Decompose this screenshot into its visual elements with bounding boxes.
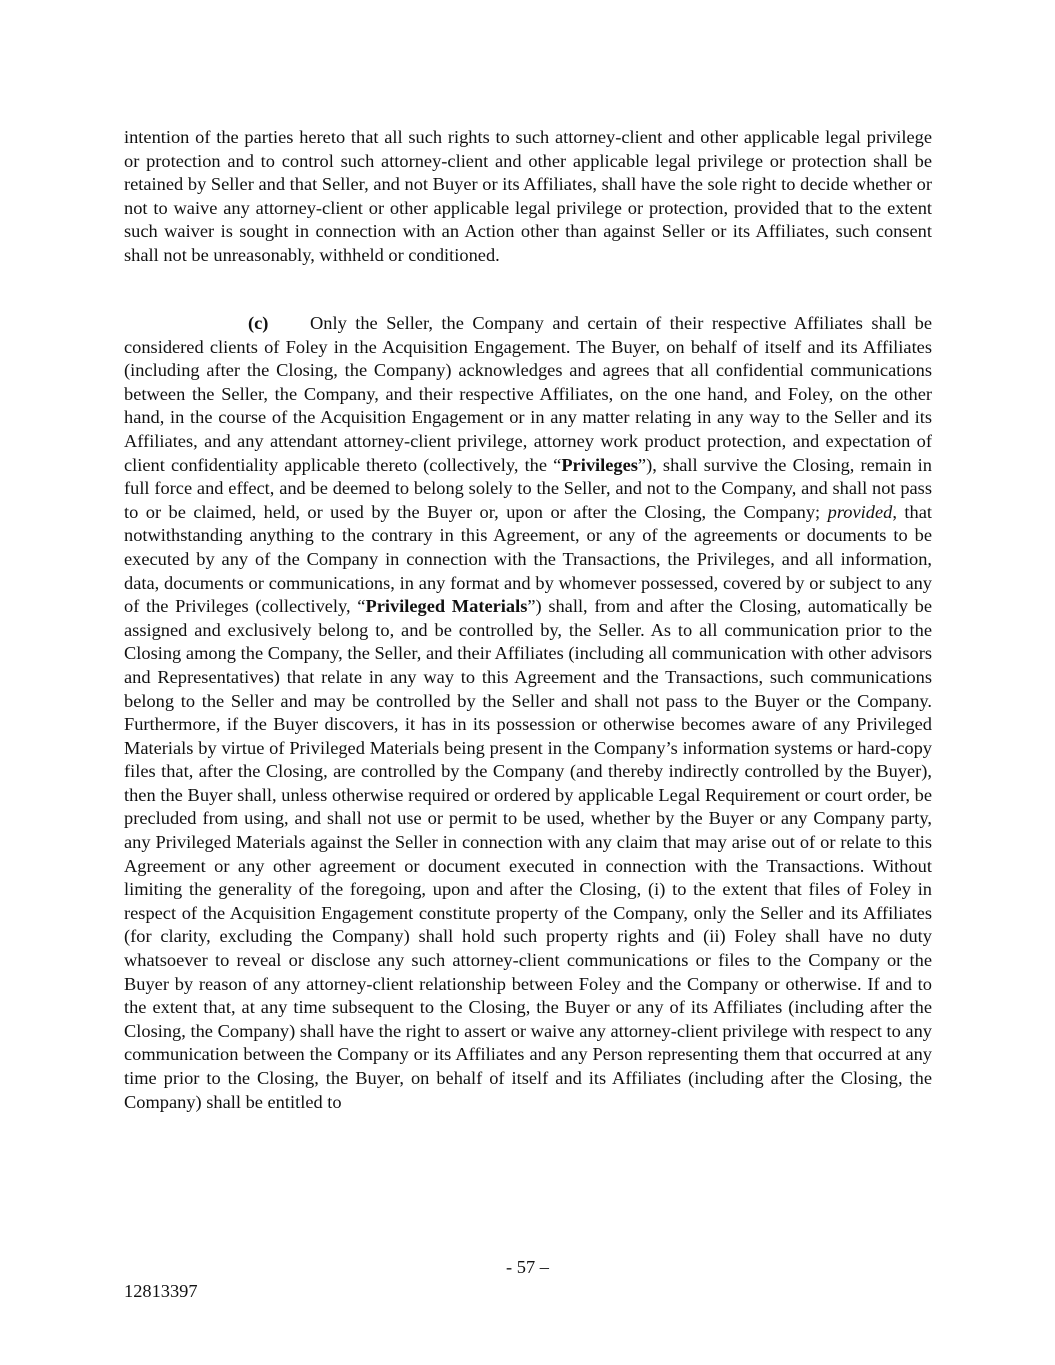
page-number: - 57 – — [506, 1257, 549, 1277]
defined-term-privileged-materials: Privileged Materials — [365, 596, 528, 617]
paragraph-label: (c) — [248, 313, 269, 333]
proviso-term: provided — [827, 501, 893, 522]
paragraph-continuation: intention of the parties hereto that all such rights to such attorney-client and other applicable legal privilege or protection and to control such attorney-client and other applicable legal privilege or protection shall be retained by Seller and that Seller, and not Buyer or its Affiliates, shall have the sole right to decide whether or not to waive any attorney-client or other applicable legal privilege or protection, provided that to the extent such waiver is sought in connection with an Action other than against Seller or its Affiliates, such consent shall not be unreasonably, withheld or conditioned. — [124, 127, 932, 265]
document-id: 12813397 — [124, 1281, 198, 1301]
paragraph-c-text-3: , that notwithstanding anything to the contrary in this Agreement, or any of the agreements or documents to be executed by any of the Company in connection with the Transactions, the Privileges, and all information, data, documents or communications, in any format and by whomever possessed, covered by or subject to any of the Privileges (collectively, “ — [124, 501, 932, 617]
paragraph-c-text-2: ”), shall survive the Closing, remain in full force and effect, and be deemed to belong solely to the Seller, and not to the Company, and shall not pass to or be claimed, held, or used by the Buyer or, upon or after the Closing, the Company; — [124, 454, 932, 522]
paragraph-c — [124, 312, 932, 1114]
paragraph-c-text-4: ”) shall, from and after the Closing, automatically be assigned and exclusively belong to, and be controlled by, the Seller. As to all communication prior to the Closing among the Company, the Seller, and their Affiliates (including all communication with other advisors and Representatives) that relate in any way to this Agreement and the Transactions, such communications belong to the Seller and may be controlled by the Seller and shall not pass to the Buyer or the Company. Furthermore, if the Buyer discovers, it has in its possession or otherwise becomes aware of any Privileged Materials by virtue of Privileged Materials being present in the Company’s information systems or hard-copy files that, after the Closing, are controlled by the Company (and thereby indirectly controlled by the Buyer), then the Buyer shall, unless otherwise required or ordered by applicable Legal Requirement or court order, be precluded from using, and shall not use or permit to be used, whether by the Buyer or any Company party, any Privileged Materials against the Seller in connection with any claim that may arise out of or relate to this Agreement or any other agreement or document executed in connection with the Transactions. Without limiting the generality of the foregoing, upon and after the Closing, (i) to the extent that files of Foley in respect of the Acquisition Engagement constitute property of the Company, only the Seller and its Affiliates (for clarity, excluding the Company) shall hold such property rights and (ii) Foley shall have no duty whatsoever to reveal or disclose any such attorney-client communications or files to the Company or the Buyer by reason of any attorney-client relationship between Foley and the Company or otherwise. If and to the extent that, at any time subsequent to the Closing, the Buyer or any of its Affiliates (including after the Closing, the Company) shall have the right to assert or waive any attorney-client privilege with respect to any communication between the Company or its Affiliates and any Person representing them that occurred at any time prior to the Closing, the Buyer, on behalf of itself and its Affiliates (including after the Closing, the Company) shall be entitled to — [124, 596, 932, 1112]
defined-term-privileges: Privileges — [561, 454, 638, 475]
paragraph-c-text-1: Only the Seller, the Company and certain of their respective Affiliates shall be considered clients of Foley in the Acquisition Engagement. The Buyer, on behalf of itself and its Affiliates (including after the Closing, the Company) acknowledges and agrees that all confidential communications between the Seller, the Company, and their respective Affiliates, on the one hand, and Foley, on the other hand, in the course of the Acquisition Engagement or in any matter relating in any way to the Seller and its Affiliates, and any attendant attorney-client privilege, attorney work product protection, and expectation of client confidentiality applicable thereto (collectively, the “ — [124, 313, 932, 475]
